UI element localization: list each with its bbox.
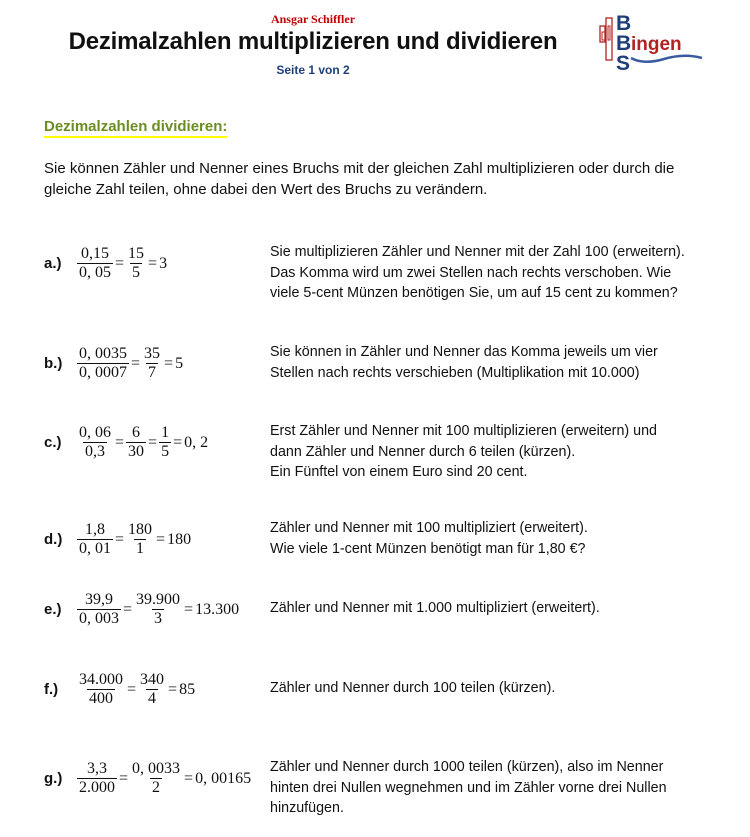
- numerator: 0, 0033: [132, 760, 181, 777]
- numerator: 1: [161, 424, 170, 441]
- numerator: 340: [140, 671, 165, 688]
- explanation-line: dann Zähler und Nenner durch 6 teilen (kürzen).: [270, 443, 576, 460]
- fraction: [126, 424, 146, 461]
- explanation: [270, 242, 740, 304]
- example-label: a.): [44, 255, 62, 272]
- formula: [76, 345, 184, 382]
- result: 13.300: [195, 600, 240, 618]
- equals-sign: =: [184, 600, 194, 618]
- page-info: Seite 1 von 2: [276, 63, 350, 77]
- equals-sign: =: [115, 530, 125, 548]
- fraction: [77, 760, 117, 797]
- numerator: 35: [144, 345, 161, 362]
- explanation-line: Wie viele 1-cent Münzen benötigt man für 1,80 €?: [270, 540, 586, 557]
- explanation: [270, 757, 740, 819]
- numerator: 39.900: [136, 591, 181, 608]
- explanation-line: Zähler und Nenner mit 100 multipliziert (erweitert).: [270, 520, 588, 536]
- explanation-line: Zähler und Nenner durch 100 teilen (kürzen).: [270, 680, 556, 696]
- denominator: 3: [154, 610, 163, 627]
- equals-sign: =: [173, 433, 183, 451]
- bbs-bingen-logo: [594, 10, 710, 72]
- fraction: [142, 345, 162, 382]
- formula: [76, 424, 209, 461]
- equals-sign: =: [184, 769, 194, 787]
- explanation-line: viele 5-cent Münzen benötigen Sie, um auf 15 cent zu kommen?: [270, 285, 678, 301]
- example-label: g.): [44, 770, 63, 787]
- explanation-line: Zähler und Nenner mit 1.000 multipliziert (erweitert).: [270, 600, 600, 616]
- formula: [76, 521, 192, 558]
- numerator: 1,8: [85, 521, 105, 538]
- svg-text:B: B: [616, 32, 632, 55]
- fraction: [134, 591, 182, 628]
- result: 5: [175, 354, 184, 372]
- denominator: 0, 0007: [79, 364, 127, 381]
- equals-sign: =: [156, 530, 166, 548]
- denominator: 2: [152, 779, 161, 796]
- equals-sign: =: [164, 354, 174, 372]
- explanation-line: Sie können in Zähler und Nenner das Komma jeweils um vier: [270, 344, 658, 360]
- fraction: [126, 521, 154, 558]
- example-label: b.): [44, 355, 63, 372]
- formula: [76, 671, 196, 708]
- fraction: [77, 245, 113, 282]
- fraction: [77, 345, 129, 382]
- equals-sign: =: [148, 433, 158, 451]
- fraction: [138, 671, 166, 708]
- numerator: 0, 06: [79, 424, 111, 441]
- numerator: 0, 0035: [79, 345, 127, 362]
- fraction: [130, 760, 182, 797]
- explanation-line: Zähler und Nenner durch 1000 teilen (kürzen), also im Nenner: [270, 759, 664, 775]
- numerator: 180: [128, 521, 153, 538]
- denominator: 400: [89, 690, 113, 707]
- intro-text: [44, 158, 734, 200]
- denominator: 2.000: [79, 779, 115, 796]
- denominator: 4: [148, 690, 157, 707]
- numerator: 0,15: [81, 245, 109, 262]
- equals-sign: =: [127, 680, 137, 698]
- equals-sign: =: [123, 600, 133, 618]
- explanation: [270, 518, 740, 559]
- result: 3: [159, 254, 168, 272]
- explanation-line: hinten drei Nullen wegnehmen und im Zähler vorne drei Nullen: [270, 779, 667, 796]
- fraction: [159, 424, 171, 461]
- numerator: 15: [128, 245, 145, 262]
- formula: [76, 760, 252, 797]
- denominator: 0, 05: [79, 264, 111, 281]
- explanation-line: Stellen nach rechts verschieben (Multiplikation mit 10.000): [270, 364, 640, 381]
- denominator: 1: [136, 540, 145, 557]
- explanation: [270, 678, 740, 699]
- fraction: [77, 591, 121, 628]
- equals-sign: =: [119, 769, 129, 787]
- explanation: [270, 598, 740, 619]
- equals-sign: =: [115, 433, 125, 451]
- denominator: 5: [132, 264, 141, 281]
- formula: [76, 591, 240, 628]
- intro-line: Sie können Zähler und Nenner eines Bruchs mit der gleichen Zahl multiplizieren oder durch die: [44, 160, 675, 177]
- equals-sign: =: [131, 354, 141, 372]
- example-label: f.): [44, 681, 59, 698]
- fraction: [126, 245, 146, 282]
- denominator: 0,3: [85, 443, 105, 460]
- explanation-line: Erst Zähler und Nenner mit 100 multiplizieren (erweitern) und: [270, 423, 657, 439]
- svg-text:ingen: ingen: [631, 34, 682, 55]
- result: 0, 00165: [195, 769, 252, 787]
- numerator: 6: [132, 424, 141, 441]
- example-label: c.): [44, 434, 62, 451]
- numerator: 39,9: [85, 591, 113, 608]
- fraction: [77, 424, 113, 461]
- numerator: 34.000: [79, 671, 123, 688]
- explanation-line: Das Komma wird um zwei Stellen nach rechts verschoben. Wie: [270, 264, 672, 281]
- section-heading: Dezimalzahlen dividieren:: [44, 118, 227, 138]
- formula: [76, 245, 168, 282]
- equals-sign: =: [115, 254, 125, 272]
- denominator: 0, 003: [79, 610, 119, 627]
- example-label: d.): [44, 531, 63, 548]
- denominator: 0, 01: [79, 540, 111, 557]
- denominator: 30: [128, 443, 145, 460]
- intro-line: gleiche Zahl teilen, ohne dabei den Wert des Bruchs zu verändern.: [44, 181, 488, 198]
- logo-graphic: [594, 10, 710, 72]
- explanation-line: hinzufügen.: [270, 800, 344, 816]
- author-name: Ansgar Schiffler: [270, 12, 356, 26]
- explanation: [270, 342, 740, 383]
- svg-text:B: B: [616, 12, 632, 35]
- denominator: 7: [148, 364, 157, 381]
- svg-text:S: S: [616, 52, 631, 72]
- equals-sign: =: [148, 254, 158, 272]
- result: 180: [167, 530, 192, 548]
- fraction: [77, 671, 125, 708]
- denominator: 5: [161, 443, 170, 460]
- page-title: Dezimalzahlen multiplizieren und dividieren: [68, 28, 558, 55]
- result: 0, 2: [184, 433, 209, 451]
- equals-sign: =: [168, 680, 178, 698]
- numerator: 3,3: [87, 760, 107, 777]
- explanation-line: Sie multiplizieren Zähler und Nenner mit der Zahl 100 (erweitern).: [270, 244, 685, 260]
- explanation-line: Ein Fünftel von einem Euro sind 20 cent.: [270, 464, 528, 480]
- explanation: [270, 421, 740, 483]
- fraction: [77, 521, 113, 558]
- result: 85: [179, 680, 196, 698]
- example-label: e.): [44, 601, 62, 618]
